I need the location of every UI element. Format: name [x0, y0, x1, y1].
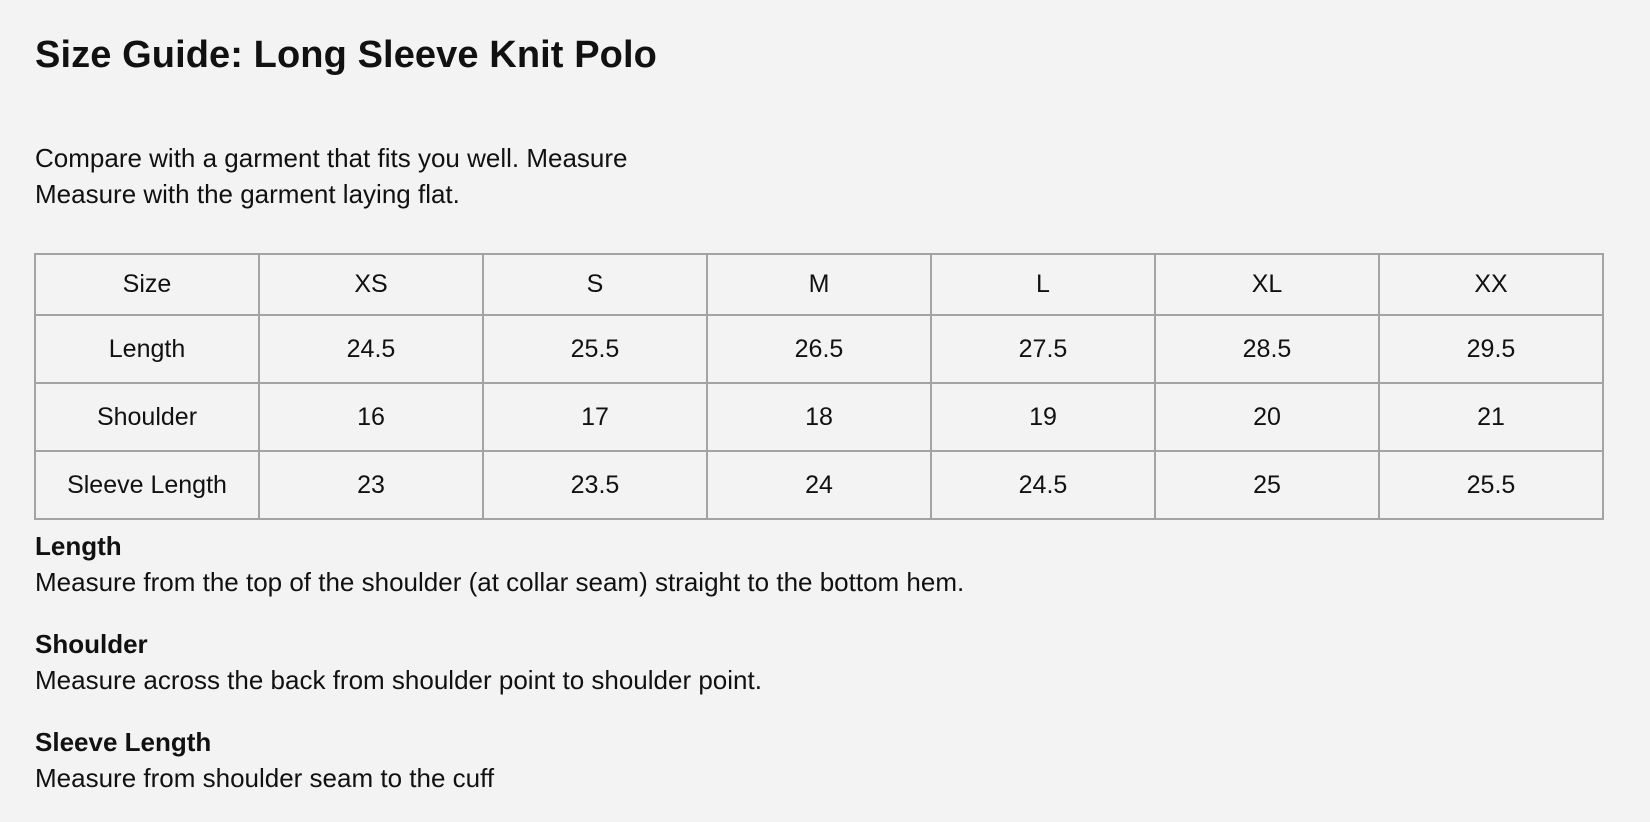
sleeve-length-l-value: 24.5 — [931, 451, 1155, 519]
size-header-row — [35, 254, 1603, 315]
size-header-xl: XL — [1155, 254, 1379, 315]
size-header-l: L — [931, 254, 1155, 315]
intro-text — [35, 140, 1615, 212]
shoulder-m-value: 18 — [707, 383, 931, 451]
definition-sleeve-length — [35, 724, 1535, 796]
length-xx-value: 29.5 — [1379, 315, 1603, 383]
definition-term-sleeve-length: Sleeve Length — [35, 727, 212, 757]
length-l-value: 27.5 — [931, 315, 1155, 383]
definition-term-length: Length — [35, 531, 122, 561]
size-chart-table — [34, 253, 1604, 520]
length-m-value: 26.5 — [707, 315, 931, 383]
definition-length — [35, 528, 1535, 600]
page-title: Size Guide: Long Sleeve Knit Polo — [35, 34, 657, 76]
size-header-xs: XS — [259, 254, 483, 315]
length-xl-value: 28.5 — [1155, 315, 1379, 383]
table-row-length — [35, 315, 1603, 383]
row-label-shoulder: Shoulder — [35, 383, 259, 451]
size-header-xx: XX — [1379, 254, 1603, 315]
length-xs-value: 24.5 — [259, 315, 483, 383]
shoulder-l-value: 19 — [931, 383, 1155, 451]
sleeve-length-xs-value: 23 — [259, 451, 483, 519]
definition-text-sleeve-length: Measure from shoulder seam to the cuff — [35, 763, 495, 793]
measurement-definitions — [35, 528, 1535, 822]
table-row-shoulder — [35, 383, 1603, 451]
definition-text-shoulder: Measure across the back from shoulder point to shoulder point. — [35, 665, 762, 695]
table-row-sleeve-length — [35, 451, 1603, 519]
definition-text-length: Measure from the top of the shoulder (at collar seam) straight to the bottom hem. — [35, 567, 965, 597]
shoulder-xl-value: 20 — [1155, 383, 1379, 451]
row-label-sleeve-length: Sleeve Length — [35, 451, 259, 519]
row-label-length: Length — [35, 315, 259, 383]
shoulder-xx-value: 21 — [1379, 383, 1603, 451]
sleeve-length-xx-value: 25.5 — [1379, 451, 1603, 519]
size-header-m: M — [707, 254, 931, 315]
sleeve-length-xl-value: 25 — [1155, 451, 1379, 519]
definition-term-shoulder: Shoulder — [35, 629, 148, 659]
sleeve-length-m-value: 24 — [707, 451, 931, 519]
definition-shoulder — [35, 626, 1535, 698]
length-s-value: 25.5 — [483, 315, 707, 383]
size-header-cell: Size — [35, 254, 259, 315]
shoulder-s-value: 17 — [483, 383, 707, 451]
intro-line-1: Compare with a garment that fits you well. Measure — [35, 143, 628, 173]
shoulder-xs-value: 16 — [259, 383, 483, 451]
intro-line-2: Measure with the garment laying flat. — [35, 179, 460, 209]
size-header-s: S — [483, 254, 707, 315]
sleeve-length-s-value: 23.5 — [483, 451, 707, 519]
